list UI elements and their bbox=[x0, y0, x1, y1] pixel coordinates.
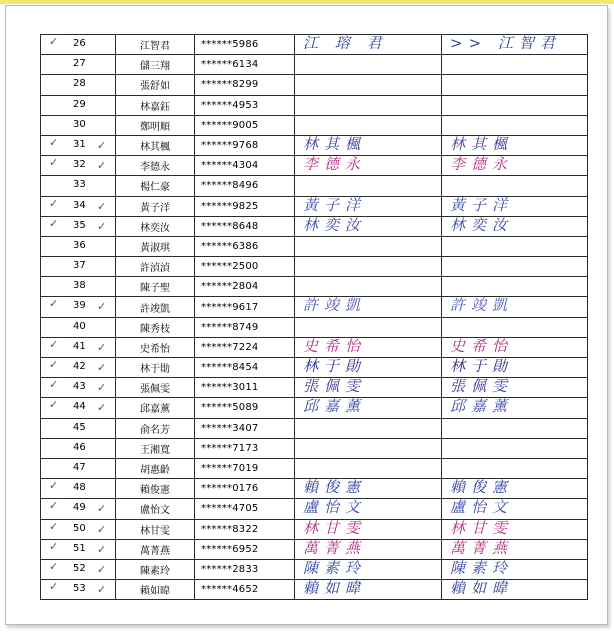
signature-cell-2 bbox=[442, 398, 588, 418]
signature-cell-2 bbox=[442, 95, 588, 115]
row-number-cell bbox=[41, 317, 116, 337]
row-number-cell bbox=[41, 539, 116, 559]
handwritten-signature: 林于勛 bbox=[450, 357, 514, 375]
signature-cell-2 bbox=[442, 216, 588, 236]
top-accent-bar bbox=[0, 0, 614, 4]
check-mark-icon: ✓ bbox=[49, 35, 59, 48]
row-number: 48 bbox=[73, 482, 86, 494]
check-mark-icon: ✓ bbox=[97, 340, 107, 354]
table-row bbox=[41, 297, 588, 317]
table-row bbox=[41, 216, 588, 236]
row-number-cell bbox=[41, 458, 116, 478]
table-row bbox=[41, 35, 588, 55]
row-number: 51 bbox=[73, 542, 86, 554]
row-number: 28 bbox=[73, 78, 86, 90]
row-number-cell bbox=[41, 378, 116, 398]
member-name: 賴俊憲 bbox=[116, 479, 195, 499]
row-number: 45 bbox=[73, 421, 86, 433]
row-number: 38 bbox=[73, 280, 86, 292]
member-id: ******8496 bbox=[195, 176, 295, 196]
row-number-cell bbox=[41, 257, 116, 277]
row-number-cell bbox=[41, 499, 116, 519]
member-id: ******4705 bbox=[195, 499, 295, 519]
member-id: ******2833 bbox=[195, 559, 295, 579]
row-number-cell bbox=[41, 176, 116, 196]
row-number: 39 bbox=[73, 300, 86, 312]
handwritten-signature: 史希怡 bbox=[303, 336, 367, 355]
table-row bbox=[41, 418, 588, 438]
signature-cell-2 bbox=[442, 438, 588, 458]
member-id: ******2500 bbox=[195, 257, 295, 277]
member-id: ******8749 bbox=[195, 317, 295, 337]
check-mark-icon: ✓ bbox=[49, 337, 59, 351]
member-name: 許湞湞 bbox=[116, 257, 195, 277]
handwritten-signature: 許竣凱 bbox=[303, 296, 367, 315]
handwritten-signature: 張佩雯 bbox=[303, 377, 367, 396]
handwritten-signature: 李德永 bbox=[450, 155, 514, 174]
handwritten-signature: 林甘雯 bbox=[303, 518, 367, 537]
handwritten-signature: 李德永 bbox=[303, 155, 367, 174]
signature-cell-1 bbox=[295, 55, 442, 75]
row-number: 47 bbox=[73, 461, 86, 473]
handwritten-signature: 陳素玲 bbox=[450, 558, 514, 577]
row-number-cell bbox=[41, 156, 116, 176]
signature-cell-2 bbox=[442, 297, 588, 317]
row-number: 44 bbox=[73, 401, 86, 413]
row-number-cell bbox=[41, 358, 116, 378]
member-name: 儲三翔 bbox=[116, 55, 195, 75]
member-name: 王湘寬 bbox=[116, 438, 195, 458]
member-name: 林甘雯 bbox=[116, 519, 195, 539]
signature-cell-1 bbox=[295, 95, 442, 115]
row-number-cell bbox=[41, 337, 116, 357]
signature-cell-1 bbox=[295, 580, 442, 600]
handwritten-signature: 林其楓 bbox=[450, 134, 514, 153]
member-name: 林其楓 bbox=[116, 135, 195, 155]
handwritten-signature: 江 瑢 君 bbox=[303, 34, 388, 52]
signature-cell-1 bbox=[295, 418, 442, 438]
member-id: ******9768 bbox=[195, 135, 295, 155]
member-name: 萬菁燕 bbox=[116, 539, 195, 559]
row-number-cell bbox=[41, 75, 116, 95]
handwritten-signature: 黃子洋 bbox=[303, 195, 367, 214]
check-mark-icon: ✓ bbox=[97, 159, 107, 173]
member-name: 陳子聖 bbox=[116, 277, 195, 297]
handwritten-signature: 陳素玲 bbox=[303, 558, 367, 577]
member-name: 陳素玲 bbox=[116, 559, 195, 579]
member-id: ******9617 bbox=[195, 297, 295, 317]
handwritten-signature: 林于勛 bbox=[303, 357, 367, 375]
check-mark-icon: ✓ bbox=[97, 583, 107, 597]
row-number: 29 bbox=[73, 98, 86, 110]
member-id: ******7224 bbox=[195, 337, 295, 357]
row-number-cell bbox=[41, 216, 116, 236]
check-mark-icon: ✓ bbox=[49, 580, 59, 594]
row-number-cell bbox=[41, 196, 116, 216]
signature-cell-2 bbox=[442, 75, 588, 95]
row-number: 36 bbox=[73, 239, 86, 251]
check-mark-icon: ✓ bbox=[49, 297, 59, 311]
handwritten-signature: 張佩雯 bbox=[450, 377, 514, 396]
handwritten-signature: 林奕汝 bbox=[303, 215, 367, 234]
member-name: 邱嘉薰 bbox=[116, 398, 195, 418]
signature-cell-1 bbox=[295, 398, 442, 418]
check-mark-icon: ✓ bbox=[49, 378, 59, 392]
table-row bbox=[41, 156, 588, 176]
table-row bbox=[41, 236, 588, 256]
member-id: ******4304 bbox=[195, 156, 295, 176]
check-mark-icon: ✓ bbox=[49, 499, 59, 513]
row-number-cell bbox=[41, 398, 116, 418]
row-number-cell bbox=[41, 580, 116, 600]
check-mark-icon: ✓ bbox=[49, 519, 59, 533]
member-name: 許竣凱 bbox=[116, 297, 195, 317]
handwritten-signature: 盧怡文 bbox=[303, 498, 367, 517]
check-mark-icon: ✓ bbox=[97, 542, 107, 556]
handwritten-signature: >> 江智君 bbox=[450, 34, 561, 52]
row-number-cell bbox=[41, 135, 116, 155]
member-name: 俞名芳 bbox=[116, 418, 195, 438]
handwritten-signature: 賴俊憲 bbox=[303, 478, 367, 497]
signature-cell-2 bbox=[442, 580, 588, 600]
member-name: 陳秀枝 bbox=[116, 317, 195, 337]
row-number: 35 bbox=[73, 219, 86, 231]
row-number: 32 bbox=[73, 159, 86, 171]
row-number-cell bbox=[41, 277, 116, 297]
member-id: ******3011 bbox=[195, 378, 295, 398]
member-name: 鄭明順 bbox=[116, 115, 195, 135]
row-number-cell bbox=[41, 559, 116, 579]
check-mark-icon: ✓ bbox=[97, 300, 107, 314]
check-mark-icon: ✓ bbox=[49, 135, 59, 149]
row-number: 37 bbox=[73, 260, 86, 272]
handwritten-signature: 邱嘉薰 bbox=[303, 397, 367, 416]
row-number: 53 bbox=[73, 583, 86, 595]
signature-cell-2 bbox=[442, 156, 588, 176]
member-name: 林奕汝 bbox=[116, 216, 195, 236]
handwritten-signature: 賴俊憲 bbox=[450, 478, 514, 497]
table-row bbox=[41, 580, 588, 600]
handwritten-signature: 邱嘉薰 bbox=[450, 397, 514, 416]
signature-cell-1 bbox=[295, 236, 442, 256]
handwritten-signature: 黃子洋 bbox=[450, 195, 514, 214]
handwritten-signature: 盧怡文 bbox=[450, 498, 514, 517]
member-id: ******6134 bbox=[195, 55, 295, 75]
member-id: ******8322 bbox=[195, 519, 295, 539]
handwritten-signature: 林甘雯 bbox=[450, 518, 514, 537]
member-id: ******3407 bbox=[195, 418, 295, 438]
row-number-cell bbox=[41, 519, 116, 539]
table-row bbox=[41, 55, 588, 75]
member-name: 黃子洋 bbox=[116, 196, 195, 216]
row-number: 46 bbox=[73, 441, 86, 453]
signature-cell-1 bbox=[295, 297, 442, 317]
table-row bbox=[41, 95, 588, 115]
check-mark-icon: ✓ bbox=[97, 138, 107, 152]
row-number: 26 bbox=[73, 38, 86, 49]
table-row bbox=[41, 398, 588, 418]
member-id: ******5986 bbox=[195, 35, 295, 55]
signature-cell-2 bbox=[442, 236, 588, 256]
handwritten-signature: 萬菁燕 bbox=[450, 538, 514, 557]
member-id: ******0176 bbox=[195, 479, 295, 499]
handwritten-signature: 萬菁燕 bbox=[303, 538, 367, 557]
handwritten-signature: 許竣凱 bbox=[450, 296, 514, 315]
check-mark-icon: ✓ bbox=[49, 539, 59, 553]
handwritten-signature: 賴如暐 bbox=[303, 579, 367, 598]
check-mark-icon: ✓ bbox=[49, 479, 59, 493]
row-number: 41 bbox=[73, 340, 86, 352]
member-id: ******5089 bbox=[195, 398, 295, 418]
check-mark-icon: ✓ bbox=[97, 562, 107, 576]
row-number-cell bbox=[41, 35, 116, 55]
row-number: 52 bbox=[73, 562, 86, 574]
check-mark-icon: ✓ bbox=[97, 401, 107, 415]
signature-cell-2 bbox=[442, 35, 588, 55]
row-number: 34 bbox=[73, 199, 86, 211]
signature-cell-2 bbox=[442, 418, 588, 438]
check-mark-icon: ✓ bbox=[97, 502, 107, 516]
row-number: 31 bbox=[73, 138, 86, 150]
handwritten-signature: 林奕汝 bbox=[450, 215, 514, 234]
member-id: ******6952 bbox=[195, 539, 295, 559]
check-mark-icon: ✓ bbox=[97, 199, 107, 213]
check-mark-icon: ✓ bbox=[49, 196, 59, 210]
member-name: 林嘉鈺 bbox=[116, 95, 195, 115]
signature-cell-2 bbox=[442, 257, 588, 277]
row-number-cell bbox=[41, 438, 116, 458]
attendance-table-body bbox=[41, 35, 588, 600]
table-row bbox=[41, 438, 588, 458]
row-number: 49 bbox=[73, 502, 86, 514]
signature-cell-2 bbox=[442, 55, 588, 75]
member-id: ******7173 bbox=[195, 438, 295, 458]
signature-cell-1 bbox=[295, 216, 442, 236]
row-number: 42 bbox=[73, 361, 86, 372]
check-mark-icon: ✓ bbox=[49, 358, 59, 371]
member-name: 史希怡 bbox=[116, 337, 195, 357]
member-id: ******9005 bbox=[195, 115, 295, 135]
check-mark-icon: ✓ bbox=[49, 216, 59, 230]
row-number: 40 bbox=[73, 320, 86, 332]
member-name: 林于勛 bbox=[116, 358, 195, 378]
check-mark-icon: ✓ bbox=[49, 398, 59, 412]
handwritten-signature: 賴如暐 bbox=[450, 579, 514, 598]
member-name: 張佩雯 bbox=[116, 378, 195, 398]
member-id: ******7019 bbox=[195, 458, 295, 478]
attendance-table bbox=[40, 34, 588, 600]
member-name: 胡惠齡 bbox=[116, 458, 195, 478]
signature-cell-1 bbox=[295, 35, 442, 55]
handwritten-signature: 史希怡 bbox=[450, 336, 514, 355]
row-number-cell bbox=[41, 95, 116, 115]
member-id: ******4652 bbox=[195, 580, 295, 600]
member-id: ******2804 bbox=[195, 277, 295, 297]
signature-cell-1 bbox=[295, 75, 442, 95]
signature-cell-1 bbox=[295, 257, 442, 277]
member-id: ******8648 bbox=[195, 216, 295, 236]
row-number: 50 bbox=[73, 522, 86, 534]
row-number: 33 bbox=[73, 179, 86, 191]
row-number-cell bbox=[41, 297, 116, 317]
check-mark-icon: ✓ bbox=[97, 522, 107, 536]
member-name: 賴如暐 bbox=[116, 580, 195, 600]
member-name: 江智君 bbox=[116, 35, 195, 55]
check-mark-icon: ✓ bbox=[97, 381, 107, 395]
member-id: ******6386 bbox=[195, 236, 295, 256]
handwritten-signature: 林其楓 bbox=[303, 134, 367, 153]
row-number-cell bbox=[41, 479, 116, 499]
row-number-cell bbox=[41, 55, 116, 75]
check-mark-icon: ✓ bbox=[49, 559, 59, 573]
signature-cell-1 bbox=[295, 438, 442, 458]
member-name: 張舒如 bbox=[116, 75, 195, 95]
member-id: ******4953 bbox=[195, 95, 295, 115]
member-id: ******9825 bbox=[195, 196, 295, 216]
check-mark-icon: ✓ bbox=[49, 156, 59, 170]
row-number-cell bbox=[41, 418, 116, 438]
row-number-cell bbox=[41, 115, 116, 135]
member-name: 李德永 bbox=[116, 156, 195, 176]
row-number: 27 bbox=[73, 58, 86, 70]
table-row bbox=[41, 257, 588, 277]
member-id: ******8299 bbox=[195, 75, 295, 95]
member-name: 盧怡文 bbox=[116, 499, 195, 519]
signature-cell-1 bbox=[295, 156, 442, 176]
row-number: 43 bbox=[73, 381, 86, 393]
check-mark-icon: ✓ bbox=[97, 219, 107, 233]
member-name: 楊仁豪 bbox=[116, 176, 195, 196]
table-row bbox=[41, 75, 588, 95]
member-id: ******8454 bbox=[195, 358, 295, 378]
row-number-cell bbox=[41, 236, 116, 256]
check-mark-icon: ✓ bbox=[97, 361, 107, 374]
row-number: 30 bbox=[73, 118, 86, 130]
member-name: 黃淑琪 bbox=[116, 236, 195, 256]
